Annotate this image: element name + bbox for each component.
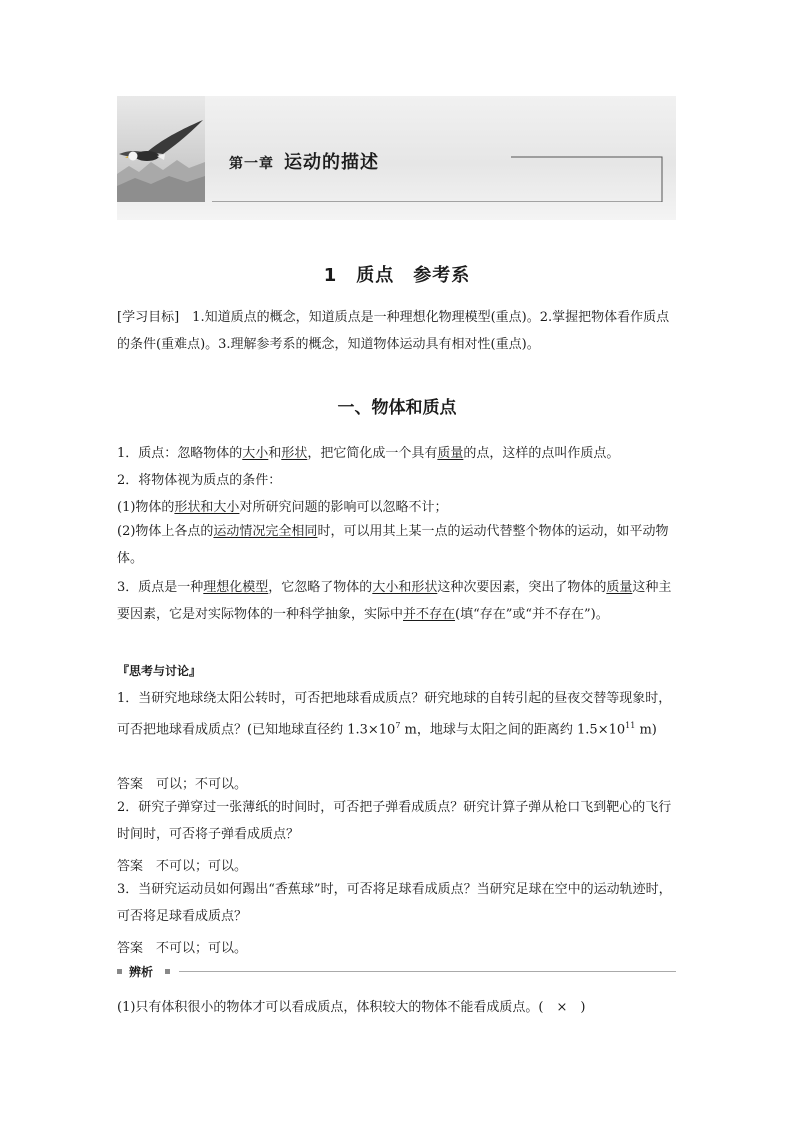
exponent: 7 [395, 721, 401, 730]
analysis-item-1: (1)只有体积很小的物体才可以看成质点，体积较大的物体不能看成质点。( × ) [117, 1000, 586, 1015]
text-run: 1．质点：忽略物体的 [117, 446, 243, 461]
text-run: 3．质点是一种 [117, 580, 204, 595]
text-run: (填“存在”或“并不存在”)。 [455, 607, 609, 622]
point-2: 2．将物体视为质点的条件： [117, 473, 282, 488]
learning-goals [117, 304, 677, 358]
discussion-label: 『思考与讨论』 [117, 664, 202, 678]
question-3: 3．当研究运动员如何踢出“香蕉球”时，可否将足球看成质点？当研究足球在空中的运动轨迹时，可否将足球看成质点？ [117, 882, 672, 924]
text-run: ，它忽略了物体的 [268, 580, 373, 595]
banner-frame-lines [117, 96, 676, 202]
text-run: m，地球与太阳之间的距离约 1.5×10 [400, 722, 626, 738]
underlined-term: 质量 [437, 446, 464, 461]
part-title: 一、物体和质点 [337, 398, 457, 418]
section-title: 1 质点 参考系 [323, 265, 471, 286]
text-run: (2)物体上各点的 [117, 524, 214, 539]
text-run: (1)物体的 [117, 500, 175, 515]
underlined-term: 形状 [281, 446, 308, 461]
chapter-number: 第一章 [229, 156, 274, 172]
text-run: ，把它简化成一个具有 [307, 446, 438, 461]
square-bullet-icon [165, 969, 170, 974]
underlined-term: 质量 [606, 580, 633, 595]
point-3 [117, 574, 677, 628]
underlined-term: 并不存在 [403, 607, 456, 622]
underlined-term: 形状和大小 [174, 500, 240, 515]
answer-3: 答案 不可以；可以。 [117, 941, 248, 956]
text-run: 对所研究问题的影响可以忽略不计； [239, 500, 448, 515]
text-run: 这种主要因素，它是对实际物体的一种科学抽象，实际中 [117, 580, 672, 622]
chapter-heading [229, 148, 379, 174]
question-2: 2．研究子弹穿过一张薄纸的时间时，可否把子弹看成质点？研究计算子弹从枪口飞到靶心的飞行时间时，可否将子弹看成质点？ [117, 800, 672, 842]
text-run: 这种次要因素，突出了物体的 [437, 580, 607, 595]
chapter-banner [117, 96, 676, 220]
chapter-title: 运动的描述 [284, 152, 379, 173]
point-2b [117, 518, 677, 572]
goals-label: [学习目标] [117, 310, 180, 325]
analysis-header [117, 963, 676, 981]
square-bullet-icon [117, 969, 122, 974]
text-run: 和 [268, 446, 282, 461]
text-run: m) [635, 722, 657, 738]
answer-2: 答案 不可以；可以。 [117, 859, 248, 874]
analysis-label: 辨析 [129, 965, 154, 979]
underlined-term: 大小和形状 [372, 580, 438, 595]
answer-1: 答案 可以；不可以。 [117, 777, 248, 792]
exponent: 11 [625, 721, 636, 730]
underlined-term: 理想化模型 [203, 580, 269, 595]
text-run: 1．当研究地球绕太阳公转时，可否把地球看成质点？研究地球的自转引起的昼夜交替等现象时，可否把地球看成质点？(已知地球直径约 1.3×10 [117, 691, 672, 738]
point-2a [117, 496, 447, 515]
text-run: 时，可以用其上某一点的运动代替整个物体的运动，如平动物体。 [117, 524, 669, 566]
text-run: 的点，这样的点叫作质点。 [463, 446, 620, 461]
underlined-term: 运动情况完全相同 [213, 524, 318, 539]
question-1 [117, 685, 677, 743]
underlined-term: 大小 [242, 446, 269, 461]
divider [179, 971, 676, 972]
point-1 [117, 442, 619, 461]
goals-text: 1.知道质点的概念，知道质点是一种理想化物理模型(重点)。2.掌握把物体看作质点的条件(重难点)。3.理解参考系的概念，知道物体运动具有相对性(重点)。 [117, 310, 670, 352]
